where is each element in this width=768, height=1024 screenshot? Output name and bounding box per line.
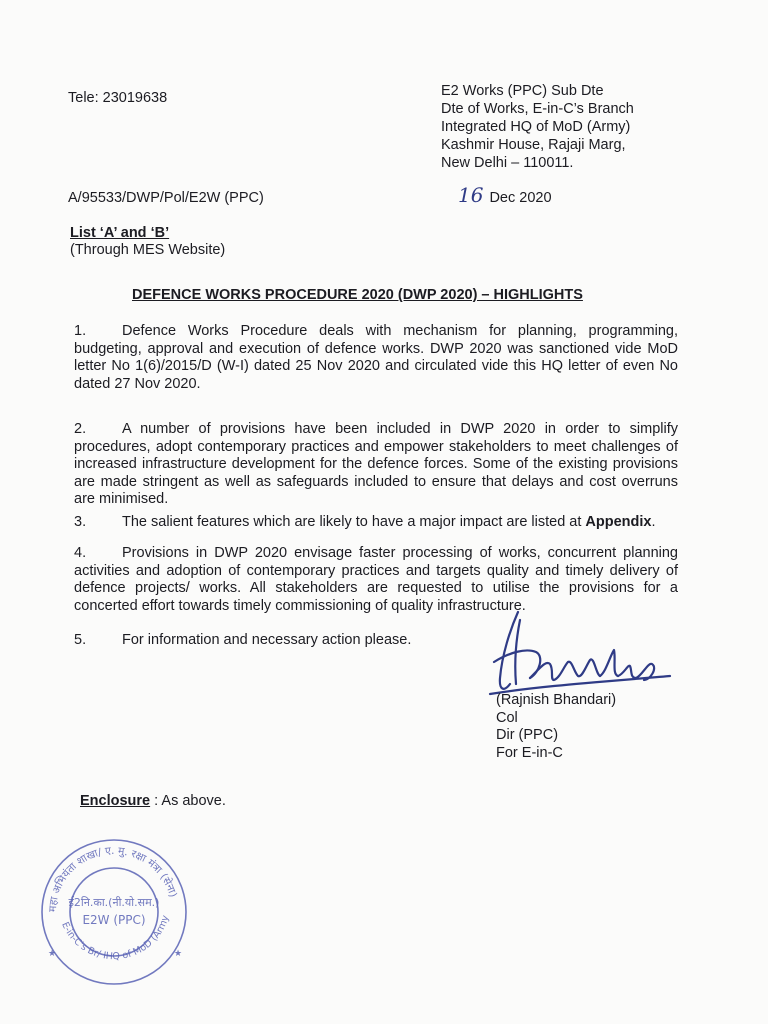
enclosure-line xyxy=(80,793,226,809)
paragraph-number: 1. xyxy=(74,323,87,339)
enclosure-value: : As above. xyxy=(150,793,226,809)
address-line: Dte of Works, E-in-C’s Branch xyxy=(441,101,634,117)
handwritten-day: 16 xyxy=(458,183,484,207)
enclosure-label: Enclosure xyxy=(80,793,151,809)
signatory-block xyxy=(496,692,616,762)
address-line: Kashmir House, Rajaji Marg, xyxy=(441,137,626,153)
office-address xyxy=(441,82,634,172)
letter-reference: A/95533/DWP/Pol/E2W (PPC) xyxy=(68,190,264,206)
stamp-star-icon: ★ xyxy=(174,949,183,959)
stamp-star-icon: ★ xyxy=(48,949,57,959)
signatory-designation: Dir (PPC) xyxy=(496,727,559,743)
stamp-top-path: महा अभियंता शाखा/ ए. मु. रक्षा मंत्रा (सेना) xyxy=(46,844,179,913)
distribution-list: List ‘A’ and ‘B’ xyxy=(70,225,170,241)
address-line: E2 Works (PPC) Sub Dte xyxy=(441,83,604,99)
paragraph-number: 4. xyxy=(74,545,87,561)
letter-subject: DEFENCE WORKS PROCEDURE 2020 (DWP 2020) – HIGHLIGHTS xyxy=(132,287,583,303)
stamp-bottom-path: E-in-C's Br/ IHQ of MoD (Army xyxy=(59,914,172,963)
office-stamp xyxy=(34,830,194,990)
paragraph-text: Defence Works Procedure deals with mechanism for planning, programming, budgeting, approval and execution of defence works. DWP 2020 was sanctioned vide MoD letter No 1(6)/2015/D (W-I) dated 25 Nov 2020 and circulated vide this HQ letter of even No dated 27 Nov 2020. xyxy=(74,323,678,392)
address-line: Integrated HQ of MoD (Army) xyxy=(441,119,631,135)
paragraph-2 xyxy=(74,421,678,509)
paragraph-text: A number of provisions have been included in DWP 2020 in order to simplify procedures, adopt contemporary practices and empower stakeholders to meet challenges of increased infrastructure development for the defence forces. Some of the existing provisions are made stringent as well as safeguards included to ensure that delays and cost overruns are minimised. xyxy=(74,421,678,507)
paragraph-number: 2. xyxy=(74,421,87,437)
signatory-on-behalf: For E-in-C xyxy=(496,744,563,761)
distribution-channel: (Through MES Website) xyxy=(70,242,226,258)
paragraph-number: 3. xyxy=(74,514,87,530)
address-line: New Delhi – 110011. xyxy=(441,155,574,171)
paragraph-3 xyxy=(74,514,678,532)
stamp-center-hindi: ई2नि.का.(नी.यो.सम.) xyxy=(68,896,160,909)
paragraph-tail: . xyxy=(651,514,656,530)
letter-date xyxy=(458,183,552,207)
date-month-year: Dec 2020 xyxy=(489,190,552,206)
paragraph-1 xyxy=(74,323,678,393)
paragraph-text: Provisions in DWP 2020 envisage faster processing of works, concurrent planning activities and adoption of contemporary practices and targets quality and timely delivery of defence projects/ works. All stakeholders are requested to utilise the provisions for a concerted effort towards timely commissioning of quality infrastructure. xyxy=(74,545,678,614)
signatory-rank: Col xyxy=(496,709,518,726)
stamp-center-text: E2W (PPC) xyxy=(82,913,146,927)
paragraph-number: 5. xyxy=(74,632,87,648)
paragraph-text: The salient features which are likely to have a major impact are listed at xyxy=(122,514,586,530)
signatory-name: (Rajnish Bhandari) xyxy=(496,692,617,708)
telephone-number: Tele: 23019638 xyxy=(68,90,168,106)
paragraph-text: For information and necessary action please. xyxy=(122,632,412,648)
appendix-reference: Appendix xyxy=(585,514,652,530)
